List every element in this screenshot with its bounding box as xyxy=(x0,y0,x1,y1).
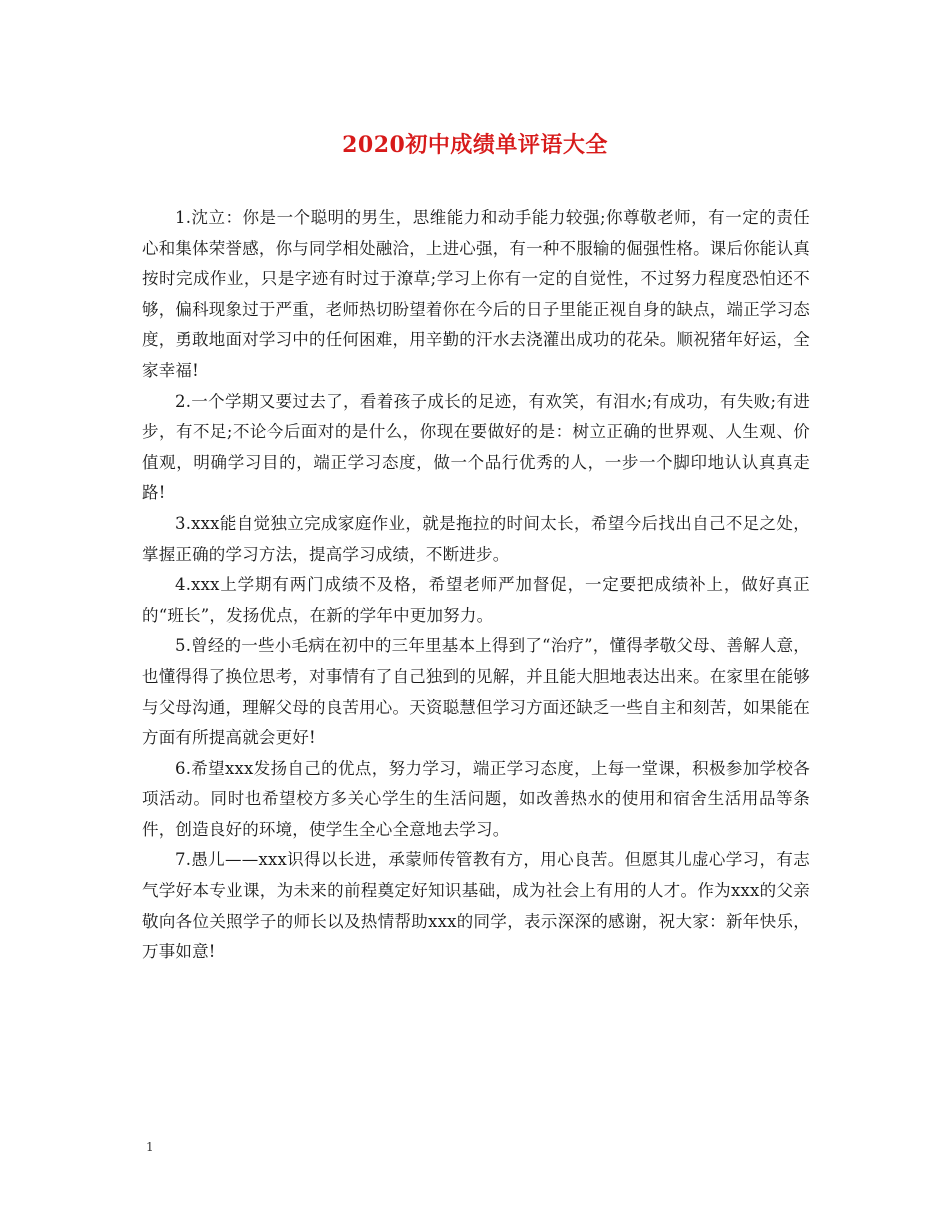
document-body xyxy=(142,203,810,968)
paragraph-6: 6.希望xxx发扬自己的优点，努力学习，端正学习态度，上每一堂课，积极参加学校各项活动。同时也希望校方多关心学生的生活问题，如改善热水的使用和宿舍生活用品等条件，创造良好的环境，使学生全心全意地去学习。 xyxy=(142,758,810,839)
page-number: 1 xyxy=(146,1140,154,1154)
paragraph-7: 7.愚儿——xxx识得以长进，承蒙师传管教有方，用心良苦。但愿其儿虚心学习，有志气学好本专业课，为未来的前程奠定好知识基础，成为社会上有用的人才。作为xxx的父亲敬向各位关照学子的师长以及热情帮助xxx的同学，表示深深的感谢，祝大家：新年快乐，万事如意! xyxy=(142,850,810,962)
paragraph-3: 3.xxx能自觉独立完成家庭作业，就是拖拉的时间太长，希望今后找出自己不足之处，掌握正确的学习方法，提高学习成绩，不断进步。 xyxy=(142,513,810,564)
paragraph-1: 1.沈立：你是一个聪明的男生，思维能力和动手能力较强;你尊敬老师，有一定的责任心和集体荣誉感，你与同学相处融洽，上进心强，有一种不服输的倔强性格。课后你能认真按时完成作业，只是字迹有时过于潦草;学习上你有一定的自觉性，不过努力程度恐怕还不够，偏科现象过于严重，老师热切盼望着你在今后的日子里能正视自身的缺点，端正学习态度，勇敢地面对学习中的任何困难，用辛勤的汗水去浇灌出成功的花朵。顺祝猪年好运，全家幸福! xyxy=(142,208,810,380)
paragraph-2: 2.一个学期又要过去了，看着孩子成长的足迹，有欢笑，有泪水;有成功，有失败;有进步，有不足;不论今后面对的是什么，你现在要做好的是：树立正确的世界观、人生观、价值观，明确学习目的，端正学习态度，做一个品行优秀的人，一步一个脚印地认认真真走路! xyxy=(142,391,810,503)
paragraph-4: 4.xxx上学期有两门成绩不及格，希望老师严加督促，一定要把成绩补上，做好真正的“班长”，发扬优点，在新的学年中更加努力。 xyxy=(142,575,810,625)
paragraph-5: 5.曾经的一些小毛病在初中的三年里基本上得到了“治疗”，懂得孝敬父母、善解人意，也懂得得了换位思考，对事情有了自己独到的见解，并且能大胆地表达出来。在家里在能够与父母沟通，理解父母的良苦用心。天资聪慧但学习方面还缺乏一些自主和刻苦，如果能在方面有所提高就会更好! xyxy=(142,636,810,748)
page-title: 2020初中成绩单评语大全 xyxy=(342,132,608,158)
